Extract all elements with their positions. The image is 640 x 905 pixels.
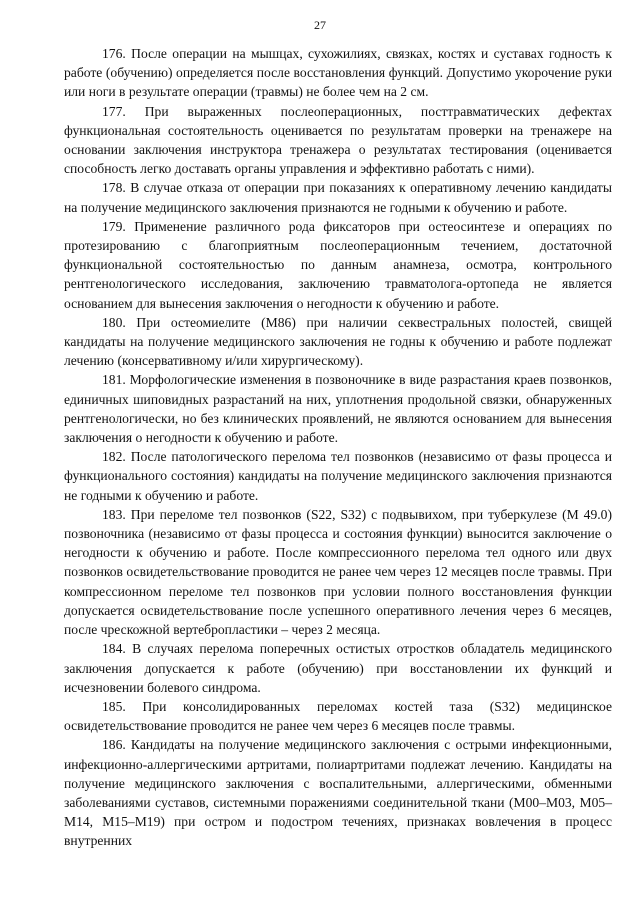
paragraph-177: 177. При выраженных послеоперационных, посттравматических дефектах функциональная состоятельность оценивается по результатам проверки на тренажере на основании заключения инструктора тренажера о результатах тестирования (оценивается способность легко доставать органы управления и эффективно работать с ними). (64, 103, 612, 177)
paragraph-176: 176. После операции на мышцах, сухожилиях, связках, костях и суставах годность к работе (обучению) определяется после восстановления функций. Допустимо укорочение руки или ноги в результате операции (травмы) не более чем на 2 см. (64, 46, 612, 100)
paragraph-180: 180. При остеомиелите (M86) при наличии секвестральных полостей, свищей кандидаты на получение медицинского заключения не годны к обучению и работе подлежат лечению (консервативному и/или хирургическому). (64, 314, 612, 369)
paragraph-181: 181. Морфологические изменения в позвоночнике в виде разрастания краев позвонков, единичных шиповидных разрастаний на них, уплотнения продольной связки, обнаруженных рентгенологически, но без клинических проявлений, не являются основанием для вынесения заключения о негодности к обучению и работе. (64, 372, 612, 446)
document-body (64, 44, 612, 851)
paragraph-178: 178. В случае отказа от операции при показаниях к оперативному лечению кандидаты на получение медицинского заключения признаются не годными к обучению и работе. (64, 180, 612, 215)
paragraph-186: 186. Кандидаты на получение медицинского заключения с острыми инфекционными, инфекционно-аллергическими артритами, полиартритами подлежат лечению. Кандидаты на получение медицинского заключения с воспалительными, аллергическими, обменными заболеваниями суставов, системными поражениями соединительной ткани (M00–M03, M05–M14, M15–M19) при остром и подостром течениях, признаках вовлечения в процесс внутренних (64, 737, 612, 849)
paragraph-182: 182. После патологического перелома тел позвонков (независимо от фазы процесса и функционального состояния) кандидаты на получение медицинского заключения признаются не годными к обучению и работе. (64, 449, 612, 503)
page-number: 27 (314, 18, 326, 32)
paragraph-179: 179. Применение различного рода фиксаторов при остеосинтезе и операциях по протезированию с благоприятным послеоперационным течением, достаточной функциональной состоятельностью по данным анамнеза, осмотра, контрольного рентгенологического исследования, заключению травматолога-ортопеда не является основанием для вынесения заключения о негодности к обучению и работе. (64, 218, 612, 311)
paragraph-183: 183. При переломе тел позвонков (S22, S32) с подвывихом, при туберкулезе (M 49.0) позвоночника (независимо от фазы процесса и состояния функции) выносится заключение о негодности к обучению и работе. После компрессионного перелома тел одного или двух позвонков освидетельствование проводится не ранее чем через 12 месяцев после травмы. При компрессионном переломе тел позвонков при условии полного восстановления функции допускается освидетельствование после успешного оперативного лечения через 6 месяцев, после чрескожной вертебропластики – через 2 месяца. (64, 506, 612, 638)
paragraph-185: 185. При консолидированных переломах костей таза (S32) медицинское освидетельствование проводится не ранее чем через 6 месяцев после травмы. (64, 698, 612, 734)
paragraph-184: 184. В случаях перелома поперечных остистых отростков обладатель медицинского заключения допускается к работе (обучению) при восстановлении их функций и исчезновении болевого синдрома. (64, 641, 612, 695)
